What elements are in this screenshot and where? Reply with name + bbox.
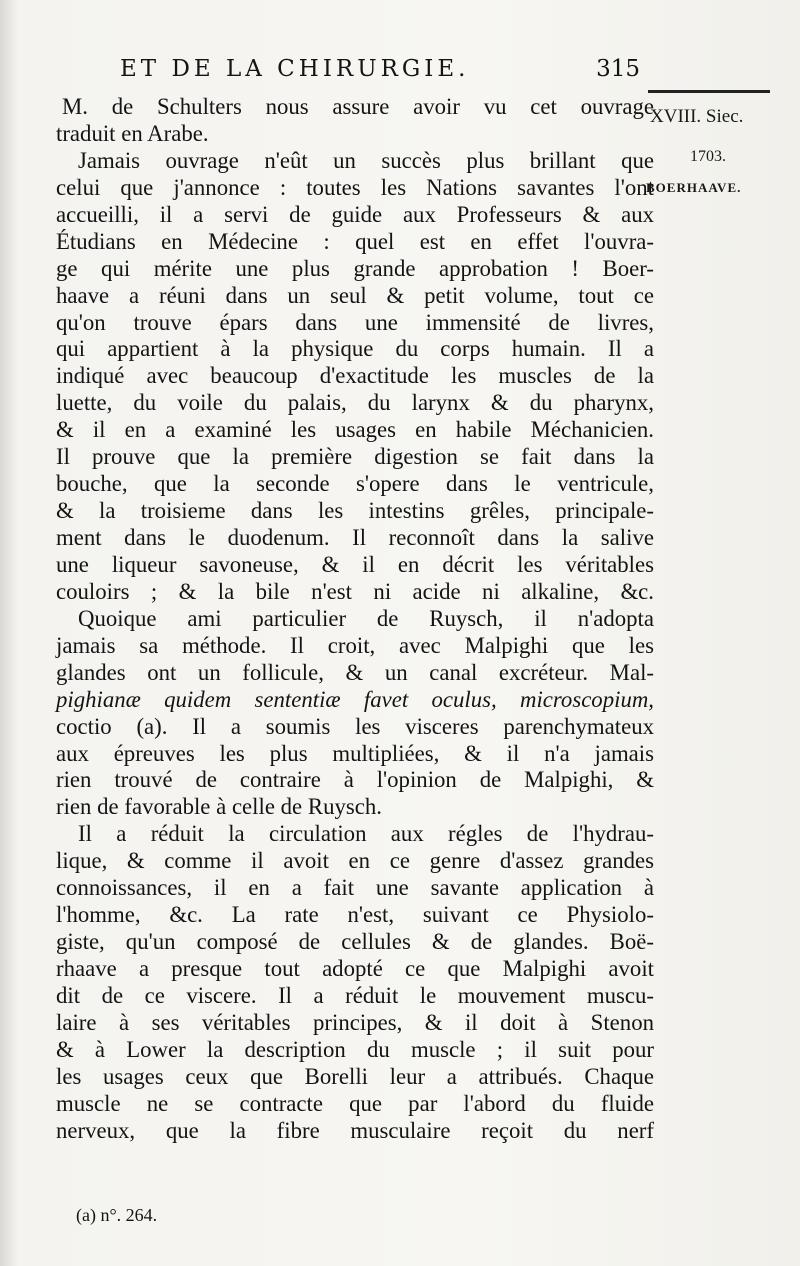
text-line: ment dans le duodenum. Il reconnoît dans la salive [56, 525, 654, 550]
text-line: rhaave a presque tout adopté ce que Malpighi avoit [56, 956, 654, 981]
body-text [56, 94, 654, 1145]
text-line: celui que j'annonce : toutes les Nations savantes l'ont [56, 174, 654, 200]
text-line: Quoique ami particulier de Ruysch, il n'adopta [78, 605, 654, 631]
text-line: haave a réuni dans un seul & petit volume, tout ce [56, 282, 654, 308]
margin-century-note: XVIII. Siec. [650, 106, 744, 127]
text-line: laire à ses véritables principes, & il doit à Stenon [56, 1009, 654, 1035]
text-line: accueilli, il a servi de guide aux Professeurs & aux [56, 201, 654, 227]
text-line: indiqué avec beaucoup d'exactitude les muscles de la [56, 363, 654, 389]
text-line: qui appartient à la physique du corps humain. Il a [56, 336, 654, 362]
text-line: Il a réduit la circulation aux régles de l'hydrau- [78, 821, 654, 847]
margin-name-note: BOERHAAVE. [646, 180, 742, 195]
text-line: muscle ne se contracte que par l'abord du fluide [56, 1090, 654, 1116]
page-number: 315 [596, 56, 640, 82]
running-head [120, 56, 640, 92]
text-line: dit de ce viscere. Il a réduit le mouvement muscu- [56, 982, 654, 1008]
text-line: lique, & comme il avoit en ce genre d'assez grandes [56, 848, 654, 874]
text-line: une liqueur savoneuse, & il en décrit les véritables [56, 551, 654, 577]
text-line: ge qui mérite une plus grande approbation ! Boer- [56, 255, 654, 281]
text-line: giste, qu'un composé de cellules & de glandes. Boë- [56, 929, 654, 955]
margin-rule [648, 90, 770, 93]
text-line: coctio (a). Il a soumis les visceres parenchymateux [56, 713, 654, 739]
text-line: bouche, que la seconde s'opere dans le ventricule, [56, 471, 654, 497]
text-line: & la troisieme dans les intestins grêles, principale- [56, 498, 654, 524]
text-line: pighianæ quidem sententiæ favet oculus, microscopium, [56, 686, 654, 712]
text-line: & à Lower la description du muscle ; il suit pour [56, 1036, 654, 1062]
text-line: couloirs ; & la bile n'est ni acide ni alkaline, &c. [56, 578, 654, 604]
text-line: l'homme, &c. La rate n'est, suivant ce Physiolo- [56, 902, 654, 928]
footnote: (a) n°. 264. [76, 1205, 158, 1225]
text-line: M. de Schulters nous assure avoir vu cet ouvrage [62, 94, 654, 119]
running-title: ET DE LA CHIRURGIE. [120, 56, 470, 82]
text-line: rien trouvé de contraire à l'opinion de Malpighi, & [56, 767, 654, 793]
text-line: Il prouve que la première digestion se fait dans la [56, 444, 654, 470]
margin-year-note: 1703. [690, 148, 726, 165]
text-line: luette, du voile du palais, du larynx & du pharynx, [56, 390, 654, 416]
text-line: Étudians en Médecine : quel est en effet l'ouvra- [56, 228, 654, 254]
text-line: nerveux, que la fibre musculaire reçoit du nerf [56, 1117, 654, 1143]
text-line: qu'on trouve épars dans une immensité de livres, [56, 309, 654, 335]
text-line: connoissances, il en a fait une savante application à [56, 875, 654, 901]
text-line: & il en a examiné les usages en habile Méchanicien. [56, 417, 654, 443]
text-line: rien de favorable à celle de Ruysch. [56, 794, 382, 820]
text-line: Jamais ouvrage n'eût un succès plus brillant que [78, 147, 654, 173]
text-line: les usages ceux que Borelli leur a attribués. Chaque [56, 1063, 654, 1089]
text-line: glandes ont un follicule, & un canal excréteur. Mal- [56, 659, 654, 685]
text-line: traduit en Arabe. [56, 120, 209, 146]
text-line: aux épreuves les plus multipliées, & il n'a jamais [56, 740, 654, 766]
text-line: jamais sa méthode. Il croit, avec Malpighi que les [56, 632, 654, 658]
